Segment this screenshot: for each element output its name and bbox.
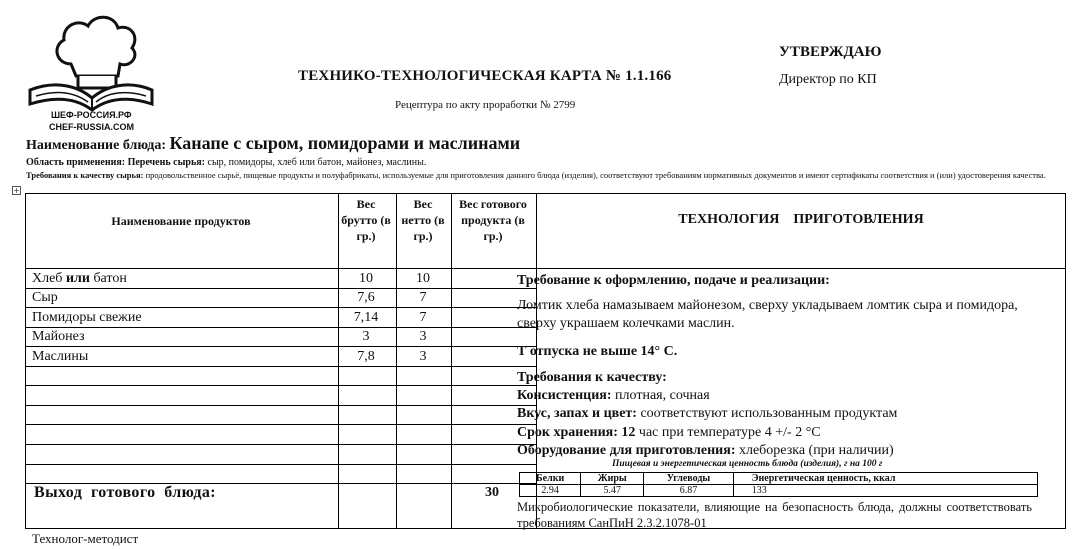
row-gross: 7,6: [357, 290, 375, 305]
technologist-role: Технолог-методист: [32, 531, 139, 546]
scope-label: Область применения:: [26, 157, 126, 168]
logo-text-en: CHEF-RUSSIA.COM: [49, 122, 134, 132]
header-net: Вес нетто (в гр.): [401, 197, 445, 243]
quality-label: Требования к качеству:: [517, 370, 667, 385]
row-gross: 3: [362, 329, 370, 344]
dish-label: Наименование блюда:: [26, 138, 166, 153]
row-net: 7: [419, 310, 427, 325]
nutrition-value-fat: 5.47: [581, 485, 644, 497]
director-label: Директор по КП: [779, 72, 877, 87]
nutrition-table: [519, 472, 1038, 497]
row-net: 3: [419, 329, 427, 344]
approve-label: УТВЕРЖДАЮ: [779, 44, 882, 60]
taste-line: Вкус, запах и цвет: соответствуют использованным продуктам: [517, 406, 898, 421]
scope-line: [26, 157, 426, 168]
microbiology-note: Микробиологические показатели, влияющие на безопасность блюда, должны соответствовать требованиям СанПиН 2.3.2.1078-01: [517, 500, 1032, 530]
nutrition-value-energy: 133: [733, 485, 1037, 497]
raw-requirements-text: продовольственное сырьё, пищевые продукты и полуфабрикаты, используемые для приготовления данного блюда (изделия), соответствуют требованиям нормативных документов и имеют сертификаты соответствия и (или) удостоверения качества.: [145, 170, 1046, 180]
row-gross: 10: [359, 271, 373, 286]
row-net: 7: [419, 290, 427, 305]
table-move-handle-icon[interactable]: +: [13, 186, 20, 195]
document-title: ТЕХНИКО-ТЕХНОЛОГИЧЕСКАЯ КАРТА № 1.1.166: [298, 68, 672, 84]
logo-text-ru: ШЕФ-РОССИЯ.РФ: [51, 110, 132, 120]
row-gross: 7,14: [353, 310, 379, 325]
raw-list-label: Перечень сырья:: [127, 157, 206, 168]
nutrition-header-protein: Белки: [520, 473, 581, 485]
temperature: Т отпуска не выше 14° С.: [517, 344, 678, 359]
table-row: Помидоры свежие: [32, 310, 142, 325]
header-products: Наименование продуктов: [111, 214, 251, 228]
nutrition-caption: Пищевая и энергетическая ценность блюда (изделия), г на 100 г: [612, 459, 883, 469]
dish-name: Канапе с сыром, помидорами и маслинами: [169, 133, 521, 153]
serving-text: Ломтик хлеба намазываем майонезом, сверху укладываем ломтик сыра и помидора, сверху украшаем колечками маслин.: [517, 298, 1018, 331]
nutrition-value-carbs: 6.87: [644, 485, 734, 497]
raw-requirements-label: Требования к качеству сырья:: [26, 170, 144, 180]
raw-requirements: [26, 170, 1056, 180]
nutrition-header-fat: Жиры: [581, 473, 644, 485]
equipment-line: Оборудование для приготовления: хлеборезка (при наличии): [517, 443, 894, 458]
table-row: Сыр: [32, 290, 58, 305]
nutrition-value-protein: 2.94: [520, 485, 581, 497]
row-net: 3: [419, 349, 427, 364]
chef-hat-book-icon: [26, 6, 156, 116]
yield-label: Выход готового блюда:: [34, 484, 217, 501]
yield-value: 30: [485, 485, 499, 500]
serving-label: Требование к оформлению, подаче и реализации:: [517, 273, 830, 288]
header-technology: ТЕХНОЛОГИЯ ПРИГОТОВЛЕНИЯ: [678, 212, 924, 227]
table-row: Хлеб или батон: [32, 271, 127, 286]
nutrition-header-carbs: Углеводы: [644, 473, 734, 485]
nutrition-header-energy: Энергетическая ценность, ккал: [733, 473, 1037, 485]
document-subtitle: Рецептура по акту проработки № 2799: [395, 99, 576, 111]
header-gross: Вес брутто (в гр.): [341, 197, 391, 243]
table-row: Майонез: [32, 329, 85, 344]
header-ready: Вес готового продукта (в гр.): [459, 197, 527, 243]
table-row: Маслины: [32, 349, 89, 364]
dish-line: [26, 133, 520, 154]
row-net: 10: [416, 271, 430, 286]
storage-line: Срок хранения: 12 час при температуре 4 +/- 2 °С: [517, 425, 821, 440]
row-gross: 7,8: [357, 349, 375, 364]
consistency-line: Консистенция: плотная, сочная: [517, 388, 710, 403]
raw-list-text: сыр, помидоры, хлеб или батон, майонез, маслины.: [207, 157, 427, 168]
